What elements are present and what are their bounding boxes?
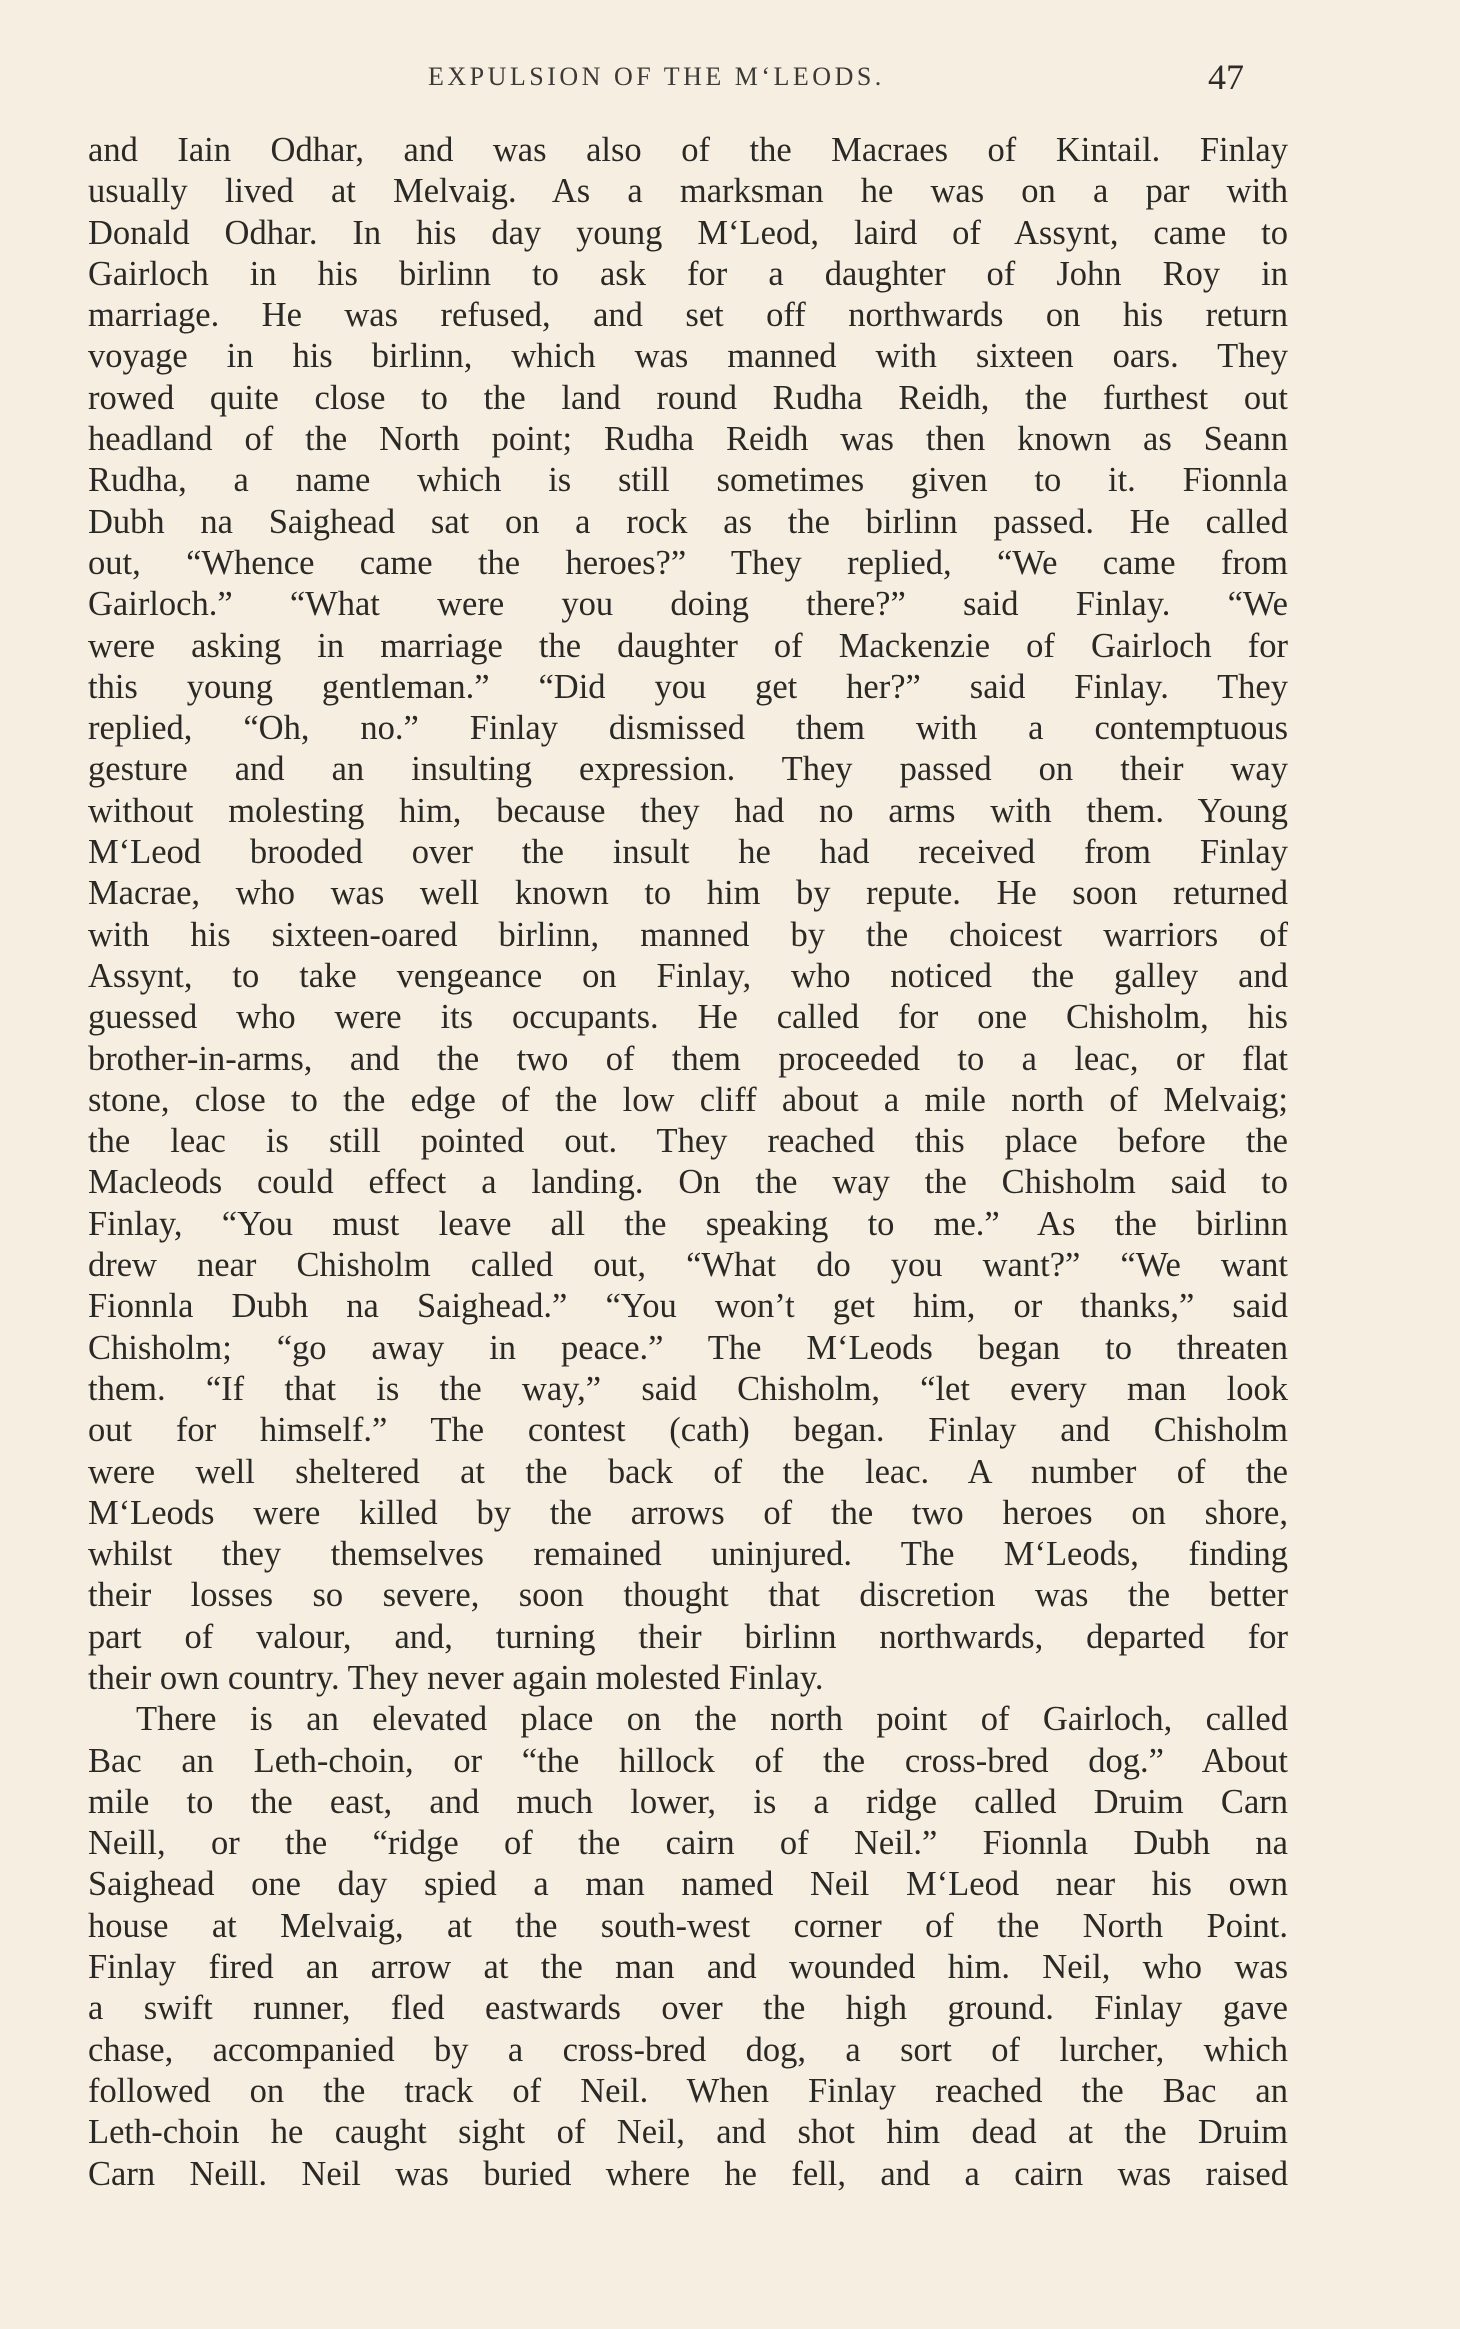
text-line: gesture and an insulting expression. They passed on their way (88, 750, 1288, 789)
text-line: brother-in-arms, and the two of them proceeded to a leac, or flat (88, 1039, 1288, 1078)
text-line: Carn Neill. Neil was buried where he fell, and a cairn was raised (88, 2154, 1288, 2193)
text-line: without molesting him, because they had no arms with them. Young (88, 791, 1288, 830)
text-line: Assynt, to take vengeance on Finlay, who noticed the galley and (88, 956, 1288, 995)
text-line: marriage. He was refused, and set off northwards on his return (88, 296, 1288, 335)
text-line: whilst they themselves remained uninjured. The M‘Leods, finding (88, 1535, 1288, 1574)
text-line: Macrae, who was well known to him by repute. He soon returned (88, 874, 1288, 913)
body-text (88, 130, 1288, 2195)
text-line: Gairloch in his birlinn to ask for a daughter of John Roy in (88, 254, 1288, 293)
text-line: Saighead one day spied a man named Neil M‘Leod near his own (88, 1865, 1288, 1904)
text-line: Bac an Leth-choin, or “the hillock of the cross-bred dog.” About (88, 1741, 1288, 1780)
text-line: replied, “Oh, no.” Finlay dismissed them with a contemptuous (88, 709, 1288, 748)
text-line: and Iain Odhar, and was also of the Macraes of Kintail. Finlay (88, 131, 1288, 169)
text-line: house at Melvaig, at the south-west corner of the North Point. (88, 1906, 1288, 1945)
running-head (0, 56, 1460, 116)
text-line: guessed who were its occupants. He called for one Chisholm, his (88, 998, 1288, 1037)
text-line: drew near Chisholm called out, “What do you want?” “We want (88, 1246, 1288, 1285)
text-line: with his sixteen-oared birlinn, manned by the choicest warriors of (88, 915, 1288, 954)
text-line: this young gentleman.” “Did you get her?” said Finlay. They (88, 667, 1288, 706)
text-line: Dubh na Saighead sat on a rock as the birlinn passed. He called (88, 502, 1288, 541)
text-line: them. “If that is the way,” said Chisholm, “let every man look (88, 1369, 1288, 1408)
text-line: There is an elevated place on the north point of Gairloch, called (136, 1700, 1288, 1739)
text-line: Finlay fired an arrow at the man and wounded him. Neil, who was (88, 1948, 1288, 1987)
text-line: Leth-choin he caught sight of Neil, and shot him dead at the Druim (88, 2113, 1288, 2152)
text-line: their own country. They never again molested Finlay. (88, 1658, 824, 1697)
page-number: 47 (1208, 57, 1244, 97)
text-line: the leac is still pointed out. They reached this place before the (88, 1122, 1288, 1161)
text-line: chase, accompanied by a cross-bred dog, a sort of lurcher, which (88, 2030, 1288, 2069)
text-line: mile to the east, and much lower, is a ridge called Druim Carn (88, 1782, 1288, 1821)
text-line: their losses so severe, soon thought that discretion was the better (88, 1576, 1288, 1615)
text-line: usually lived at Melvaig. As a marksman he was on a par with (88, 172, 1288, 211)
text-line: Gairloch.” “What were you doing there?” said Finlay. “We (88, 585, 1288, 624)
text-line: were asking in marriage the daughter of Mackenzie of Gairloch for (88, 626, 1288, 665)
text-line: M‘Leods were killed by the arrows of the two heroes on shore, (88, 1493, 1288, 1532)
text-line: out for himself.” The contest (cath) began. Finlay and Chisholm (88, 1411, 1288, 1450)
running-title: EXPULSION OF THE M‘LEODS. (428, 62, 885, 91)
text-line: voyage in his birlinn, which was manned with sixteen oars. They (88, 337, 1288, 376)
text-line: were well sheltered at the back of the leac. A number of the (88, 1452, 1288, 1491)
text-line: Neill, or the “ridge of the cairn of Neil.” Fionnla Dubh na (88, 1824, 1288, 1863)
text-line: out, “Whence came the heroes?” They replied, “We came from (88, 543, 1288, 582)
text-line: part of valour, and, turning their birlinn northwards, departed for (88, 1617, 1288, 1656)
text-line: stone, close to the edge of the low cliff about a mile north of Melvaig; (88, 1080, 1288, 1119)
text-line: headland of the North point; Rudha Reidh was then known as Seann (88, 420, 1288, 459)
text-line: followed on the track of Neil. When Finlay reached the Bac an (88, 2071, 1288, 2110)
text-line: Macleods could effect a landing. On the way the Chisholm said to (88, 1163, 1288, 1202)
text-line: Finlay, “You must leave all the speaking to me.” As the birlinn (88, 1204, 1288, 1243)
text-line: a swift runner, fled eastwards over the high ground. Finlay gave (88, 1989, 1288, 2028)
text-line: Chisholm; “go away in peace.” The M‘Leods began to threaten (88, 1328, 1288, 1367)
text-line: Fionnla Dubh na Saighead.” “You won’t get him, or thanks,” said (88, 1287, 1288, 1326)
text-line: Rudha, a name which is still sometimes given to it. Fionnla (88, 461, 1288, 500)
text-line: M‘Leod brooded over the insult he had received from Finlay (88, 833, 1288, 872)
text-line: rowed quite close to the land round Rudha Reidh, the furthest out (88, 378, 1288, 417)
text-line: Donald Odhar. In his day young M‘Leod, laird of Assynt, came to (88, 213, 1288, 252)
